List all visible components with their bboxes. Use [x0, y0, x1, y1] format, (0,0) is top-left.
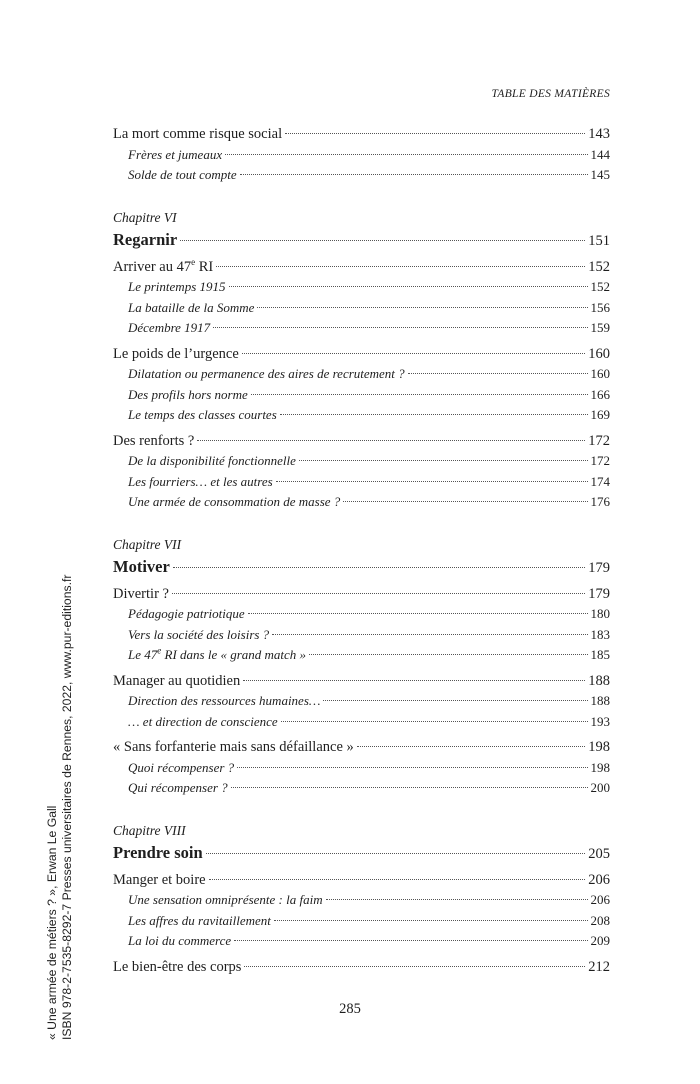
- toc-entry: [113, 344, 610, 365]
- dot-leader: [234, 940, 587, 941]
- dot-leader: [206, 853, 586, 854]
- toc-entry: [113, 492, 610, 513]
- toc-entry-label: Le printemps 1915: [128, 279, 226, 294]
- dot-leader: [323, 700, 587, 701]
- toc-entry: [113, 625, 610, 646]
- toc-entry-label: Les affres du ravitaillement: [128, 912, 271, 928]
- toc-entry: [113, 645, 610, 666]
- toc-page-number: 160: [590, 366, 610, 381]
- dot-leader: [357, 746, 585, 747]
- toc-page-number: 180: [590, 606, 610, 621]
- toc-page-number: 174: [590, 473, 610, 489]
- toc-page-number: 208: [590, 912, 610, 928]
- toc-entry-label: Solde de tout compte: [128, 167, 237, 182]
- toc-entry-label: Une sensation omniprésente : la faim: [128, 892, 323, 907]
- toc-page-number: 159: [590, 320, 610, 335]
- toc-entry: [113, 911, 610, 932]
- toc-page-number: 172: [588, 432, 610, 449]
- dot-leader: [213, 327, 587, 328]
- dot-leader: [209, 879, 586, 880]
- dot-leader: [225, 154, 587, 155]
- chapter-title: [113, 841, 610, 865]
- toc-entry-label: La loi du commerce: [128, 933, 232, 948]
- toc-entry: [113, 671, 610, 692]
- toc-page-number: 152: [588, 258, 610, 275]
- toc-page-number: 206: [588, 871, 610, 888]
- toc-entry-label: Prendre soin: [113, 842, 203, 862]
- toc-entry-label: Divertir ?: [113, 585, 169, 602]
- toc-entry-label: De la disponibilité fonctionnelle: [128, 453, 296, 468]
- toc-page-number: 152: [590, 279, 610, 294]
- toc-page-number: 185: [590, 647, 610, 662]
- chapter-title: [113, 555, 610, 579]
- toc-entry-label: Le poids de l’urgence: [113, 345, 239, 362]
- dot-leader: [274, 920, 588, 921]
- toc-page-number: 176: [590, 494, 610, 509]
- toc-page-number: 151: [588, 232, 610, 249]
- toc-entry: [113, 604, 610, 625]
- toc-entry: [113, 318, 610, 339]
- toc-page-number: 179: [588, 559, 610, 576]
- toc-entry-label: « Sans forfanterie mais sans défaillance »: [113, 739, 354, 755]
- toc-page-number: 198: [590, 759, 610, 775]
- toc-page-number: 188: [590, 693, 610, 708]
- toc-entry: [113, 758, 610, 779]
- toc-entry: [113, 712, 610, 733]
- toc-entry-label: Direction des ressources humaines…: [128, 693, 321, 708]
- toc-entry: [113, 257, 610, 278]
- toc-entry-label: Manager au quotidien: [113, 672, 241, 689]
- toc-entry-label: Le 47e RI dans le « grand match »: [128, 645, 307, 662]
- dot-leader: [257, 307, 587, 308]
- dot-leader: [280, 414, 588, 415]
- dot-leader: [237, 767, 587, 768]
- dot-leader: [243, 680, 585, 681]
- side-note-line-1: « Une armée de métiers ? », Erwan Le Gall: [45, 805, 59, 1040]
- toc-entry: [113, 124, 610, 145]
- toc-entry: [113, 931, 610, 952]
- toc-page-number: 145: [590, 167, 610, 182]
- toc-entry-label: Manger et boire: [113, 871, 206, 888]
- toc-entry-label: Vers la société des loisirs ?: [128, 626, 270, 642]
- toc-entry-label: … et direction de conscience: [128, 713, 278, 729]
- toc-page-number: 143: [588, 126, 610, 142]
- toc-entry: [113, 957, 610, 978]
- dot-leader: [281, 721, 588, 722]
- toc-entry-label: La mort comme risque social: [113, 126, 283, 142]
- toc-entry-label: Une armée de consommation de masse ?: [128, 494, 341, 509]
- toc-page-number: 193: [590, 713, 610, 729]
- toc-entry-label: Décembre 1917: [128, 320, 211, 335]
- toc-page-number: 206: [590, 892, 610, 907]
- dot-leader: [299, 460, 588, 461]
- toc-page-number: 183: [590, 626, 610, 642]
- toc-entry-label: Qui récompenser ?: [128, 780, 228, 795]
- running-head: TABLE DES MATIÈRES: [491, 88, 610, 100]
- toc-page-number: 179: [588, 585, 610, 602]
- toc-entry-label: Des profils hors norme: [128, 386, 248, 402]
- toc-entry: [113, 737, 610, 758]
- dot-leader: [173, 567, 585, 568]
- dot-leader: [251, 394, 588, 395]
- toc-entry-label: La bataille de la Somme: [128, 299, 255, 315]
- dot-leader: [285, 133, 585, 134]
- toc-page-number: 172: [590, 453, 610, 468]
- toc-entry-label: Le bien-être des corps: [113, 958, 242, 975]
- toc-entry-label: Les fourriers… et les autres: [128, 473, 273, 489]
- toc-entry: [113, 405, 610, 426]
- toc-entry: [113, 364, 610, 385]
- toc-entry: [113, 584, 610, 605]
- dot-leader: [231, 787, 588, 788]
- chapter-label: Chapitre VI: [113, 209, 177, 225]
- dot-leader: [326, 899, 588, 900]
- dot-leader: [343, 501, 587, 502]
- toc-entry-label: Arriver au 47e RI: [113, 256, 214, 275]
- toc-page-number: 160: [588, 345, 610, 362]
- toc-page-number: 188: [588, 672, 610, 689]
- toc-entry-label: Quoi récompenser ?: [128, 759, 235, 775]
- toc-entry: [113, 890, 610, 911]
- toc-page-number: 200: [590, 780, 610, 795]
- dot-leader: [244, 966, 585, 967]
- toc-entry-label: Des renforts ?: [113, 432, 195, 449]
- toc-page-number: 156: [590, 299, 610, 315]
- toc-page-number: 198: [588, 739, 610, 755]
- toc-page-number: 144: [590, 146, 610, 162]
- toc-entry: [113, 385, 610, 406]
- chapter-label: Chapitre VII: [113, 536, 182, 552]
- toc-entry-label: Le temps des classes courtes: [128, 407, 277, 422]
- chapter-title: [113, 228, 610, 252]
- table-of-contents: [113, 124, 610, 977]
- toc-entry: [113, 298, 610, 319]
- toc-page-number: 205: [588, 845, 610, 862]
- toc-entry: [113, 778, 610, 799]
- toc-entry: [113, 145, 610, 166]
- side-note-line-2: ISBN 978-2-7535-8292-7 Presses universitaires de Rennes, 2022, www.pur-editions.fr: [60, 574, 74, 1040]
- copyright-side-note: [45, 575, 75, 1040]
- toc-entry-label: Regarnir: [113, 229, 178, 249]
- dot-leader: [248, 613, 588, 614]
- dot-leader: [216, 266, 585, 267]
- dot-leader: [197, 440, 585, 441]
- toc-entry: [113, 472, 610, 493]
- toc-page-number: 212: [588, 958, 610, 975]
- toc-entry: [113, 165, 610, 186]
- toc-page-number: 169: [590, 407, 610, 422]
- toc-entry-label: Pédagogie patriotique: [128, 606, 245, 621]
- toc-entry: [113, 277, 610, 298]
- dot-leader: [240, 174, 588, 175]
- toc-entry: [113, 691, 610, 712]
- dot-leader: [229, 286, 588, 287]
- dot-leader: [276, 481, 588, 482]
- toc-entry: [113, 870, 610, 891]
- page-number: 285: [339, 1001, 361, 1017]
- toc-entry-label: Motiver: [113, 556, 170, 576]
- chapter-label: Chapitre VIII: [113, 822, 186, 838]
- dot-leader: [242, 353, 585, 354]
- dot-leader: [180, 240, 585, 241]
- toc-entry: [113, 451, 610, 472]
- toc-page-number: 166: [590, 386, 610, 402]
- dot-leader: [272, 634, 587, 635]
- toc-entry: [113, 431, 610, 452]
- toc-entry-label: Frères et jumeaux: [128, 146, 223, 162]
- dot-leader: [172, 593, 585, 594]
- dot-leader: [408, 373, 588, 374]
- dot-leader: [309, 654, 587, 655]
- toc-page-number: 209: [590, 933, 610, 948]
- toc-entry-label: Dilatation ou permanence des aires de recrutement ?: [128, 366, 405, 381]
